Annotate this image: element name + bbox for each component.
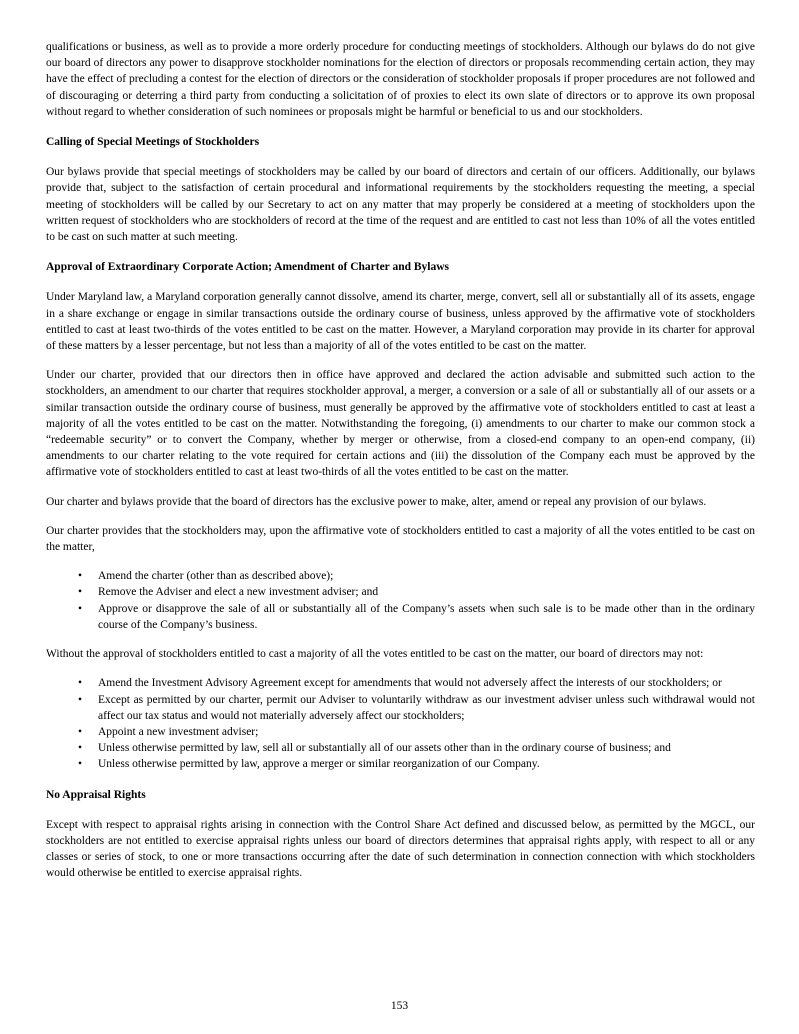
bullet-icon: • [78,758,83,771]
list-item [78,601,755,633]
bullet-icon: • [78,586,83,599]
paragraph: Without the approval of stockholders entitled to cast a majority of all the votes entitled to be cast on the matter, our board of directors may not: [46,648,704,661]
list-item-text: Except as permitted by our charter, permit our Adviser to voluntarily withdraw as our investment adviser unless such withdrawal would not affect our tax status and would not materially adversely affect our stockholders; [98,693,755,722]
list-item [78,692,755,724]
bullet-icon: • [78,570,83,583]
paragraph: Our charter provides that the stockholders may, upon the affirmative vote of stockholders entitled to cast a majority of all the votes entitled to be cast on the matter, [46,524,755,554]
bullet-icon: • [78,742,83,755]
section-heading-calling-special-meetings: Calling of Special Meetings of Stockholders [46,136,260,149]
bullet-icon: • [78,725,83,738]
bullet-list-board-restrictions [46,675,755,772]
list-item [78,675,755,691]
list-item-text: Appoint a new investment adviser; [98,725,259,738]
list-item-text: Unless otherwise permitted by law, approve a merger or similar reorganization of our Company. [98,758,540,771]
section-heading-no-appraisal-rights: No Appraisal Rights [46,788,146,801]
section-heading-approval-extraordinary-action: Approval of Extraordinary Corporate Action; Amendment of Charter and Bylaws [46,261,450,274]
paragraph-continuation: qualifications or business, as well as to provide a more orderly procedure for conducting meetings of stockholders. Although our bylaws do do not give our board of directors any power to disapprove stockholder nominations for the election of directors or proposals recommending certain action, they may have the effect of precluding a contest for the election of directors or the consideration of stockholder proposals if proper procedures are not followed and of discouraging or deterring a third party from conducting a solicitation of of proxies to elect its own slate of directors or to approve its own proposal without regard to whether consideration of such nominees or proposals might be harmful or beneficial to us and our stockholders. [46,41,755,118]
list-item [78,584,755,600]
paragraph: Our charter and bylaws provide that the board of directors has the exclusive power to make, alter, amend or repeal any provision of our bylaws. [46,495,707,508]
paragraph: Under Maryland law, a Maryland corporation generally cannot dissolve, amend its charter, merge, convert, sell all or substantially all of its assets, engage in a share exchange or engage in similar transactions outside the ordinary course of business, unless approved by the affirmative vote of stockholders entitled to cast at least two-thirds of the votes entitled to be cast on the matter. However, a Maryland corporation may provide in its charter for approval of these matters by a lesser percentage, but not less than a majority of all of the votes entitled to be cast on the matter. [46,291,755,353]
list-item-text: Amend the charter (other than as described above); [98,570,334,583]
bullet-icon: • [78,677,83,690]
page-footer [0,998,799,1014]
paragraph: Our bylaws provide that special meetings of stockholders may be called by our board of directors and certain of our officers. Additionally, our bylaws provide that, subject to the satisfaction of certain procedural and informational requirements by the stockholders requesting the meeting, a special meeting of stockholders will be called by our Secretary to act on any matter that may properly be considered at a meeting of stockholders upon the written request of stockholders who are stockholders of record at the time of the request and are entitled to cast not less than 10% of all the votes entitled to be cast on such matter at such meeting. [46,166,755,244]
list-item [78,740,755,756]
list-item [78,724,755,740]
list-item-text: Approve or disapprove the sale of all or substantially all of the Company’s assets when such sale is to be made other than in the ordinary course of the Company’s business. [98,602,755,631]
paragraph: Under our charter, provided that our directors then in office have approved and declared the action advisable and submitted such action to the stockholders, an amendment to our charter that requires stockholder approval, a merger, a conversion or a sale of all or substantially all of our assets or a similar transaction outside the ordinary course of business, must generally be approved by the affirmative vote of stockholders entitled to cast at least a majority of all the votes entitled to be cast on the matter. Notwithstanding the foregoing, (i) amendments to our charter to make our common stock a “redeemable security” or to convert the Company, whether by merger or otherwise, from a closed-end company to an open-end company, (ii) amendments to our charter relating to the vote required for certain actions and (iii) the dissolution of the Company each must be approved by the affirmative vote of stockholders entitled to cast at least two-thirds of all the votes entitled to be cast on the matter. [46,369,755,479]
paragraph: Except with respect to appraisal rights arising in connection with the Control Share Act defined and discussed below, as permitted by the MGCL, our stockholders are not entitled to exercise appraisal rights unless our board of directors determines that appraisal rights apply, with respect to all or any classes or series of stock, to one or more transactions occurring after the date of such determination in connection connection with which stockholders would otherwise be entitled to exercise appraisal rights. [46,818,755,880]
list-item [78,756,755,772]
list-item [78,568,755,584]
bullet-icon: • [78,693,83,706]
bullet-icon: • [78,602,83,615]
page-number: 153 [390,999,409,1012]
list-item-text: Remove the Adviser and elect a new investment adviser; and [98,586,379,599]
list-item-text: Unless otherwise permitted by law, sell all or substantially all of our assets other than in the ordinary course of business; and [98,742,671,755]
list-item-text: Amend the Investment Advisory Agreement except for amendments that would not adversely affect the interests of our stockholders; or [98,677,722,690]
bullet-list-stockholder-votes [46,568,755,633]
